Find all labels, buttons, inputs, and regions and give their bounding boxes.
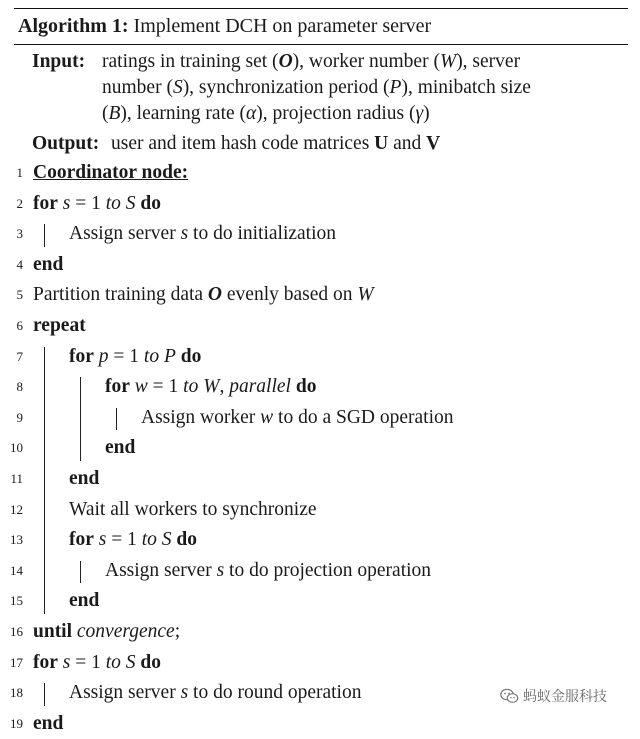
text-run: to [105,192,121,214]
line-number: 2 [16,195,23,211]
text-run: ), learning rate ( [120,103,247,124]
text-run: p [98,345,109,367]
code-line-10 [105,433,135,463]
text-run: = 1 [147,376,184,398]
text-run: for [105,376,130,398]
code-line-5 [33,280,374,310]
text-run: B [108,103,121,124]
text-run: to do round operation [188,682,362,704]
code-line-3 [69,219,336,249]
code-line-17 [33,648,161,678]
line-number: 4 [16,256,23,272]
algorithm-name: Implement DCH on parameter server [133,15,432,37]
text-run: do [180,345,202,367]
input-line-3 [102,101,430,127]
block-indent-line [80,561,81,584]
text-run: ), worker number ( [292,51,440,72]
line-number: 13 [10,532,23,548]
text-run: S [125,651,136,673]
text-run: s [98,529,107,551]
watermark [500,686,607,708]
wechat-icon [500,688,519,708]
line-number: 6 [16,318,23,333]
text-run: do [295,376,317,398]
code-line-14 [105,556,431,586]
text-run: S [161,529,172,551]
text-run: Assign worker [141,406,261,428]
text-run: S [172,77,183,98]
text-run: P [163,345,176,367]
text-run: = 1 [106,529,142,551]
text-run: to do projection operation [224,559,432,581]
text-run: do [176,529,198,551]
line-number: 5 [16,287,23,303]
text-run: = 1 [108,345,144,367]
text-run: w [134,376,148,398]
top-rule [14,8,628,9]
line-number: 7 [16,348,23,364]
text-run: Assign server [105,559,217,581]
code-line-1 [33,158,188,188]
line-number: 10 [10,440,23,456]
text-run: ), server [456,51,521,72]
text-run: Coordinator node: [33,162,189,183]
text-run: W [203,376,220,398]
line-number: 15 [10,593,23,609]
code-line-9 [141,403,454,433]
code-line-12 [69,495,317,525]
input-line-2 [102,75,531,101]
code-line-18 [69,678,361,708]
text-run: end [105,437,136,459]
line-number: 3 [16,226,23,242]
code-line-7 [69,342,201,372]
text-run: for [33,192,58,214]
line-number: 8 [16,379,23,395]
input-line-1 [102,49,520,75]
text-run: Partition training data [33,284,208,306]
output-text [111,130,440,158]
line-number: 19 [10,715,23,731]
text-run: for [33,651,58,673]
line-number: 1 [16,165,23,180]
text-run: α [246,103,257,124]
line-number: 9 [16,409,23,425]
text-run: to [105,651,121,673]
block-indent-line [44,224,45,247]
text-run: Assign server [69,223,181,245]
text-run: end [33,712,64,734]
watermark-text: 蚂蚁金服科技 [523,689,607,705]
text-run: for [69,529,94,551]
code-line-6 [33,311,86,341]
title-rule [14,44,628,45]
text-run: for [69,345,94,367]
line-number: 14 [10,562,23,578]
text-run: ), minibatch size [401,77,531,98]
text-run: to [141,529,157,551]
block-indent-line [116,408,117,431]
text-run: parallel [229,376,291,398]
text-run: = 1 [70,192,106,214]
text-run: convergence [76,621,175,642]
text-run: W [439,51,457,72]
text-run: W [357,284,374,306]
block-indent-line [44,683,45,706]
line-number: 18 [10,685,23,701]
text-run: ), projection radius ( [256,103,416,124]
text-run: do [140,651,162,673]
text-run: U [374,133,389,154]
text-run: S [125,192,136,214]
text-run: end [33,253,64,275]
text-run: evenly based on [222,284,358,306]
text-run: γ [415,103,424,124]
line-number: 11 [10,471,23,486]
code-line-16 [33,617,180,647]
algorithm-title [18,12,431,40]
text-run: , [219,376,230,398]
text-run: s [180,682,189,704]
text-run: to [143,345,160,367]
text-run: w [260,406,274,428]
text-run: to do a SGD operation [273,406,454,428]
text-run: end [69,590,100,612]
line-number: 17 [10,654,23,670]
line-number: 16 [10,624,23,639]
code-line-19 [33,709,63,739]
text-run: O [207,284,223,306]
line-number: 12 [10,501,23,517]
text-run: s [62,651,71,673]
text-run: P [389,77,402,98]
text-run: ; [174,621,181,642]
text-run: until [33,621,73,642]
text-run: O [278,51,293,72]
text-run: do [140,192,162,214]
block-indent-line [44,347,45,614]
code-line-13 [69,525,197,555]
text-run: s [216,559,225,581]
text-run: ), synchronization period ( [182,77,390,98]
text-run: ratings in training set ( [102,51,279,72]
text-run: = 1 [70,651,106,673]
text-run: to do initialization [188,223,337,245]
block-indent-line [80,377,81,461]
text-run: s [180,223,189,245]
text-run: ) [423,103,430,124]
code-line-8 [105,372,316,402]
code-line-4 [33,250,63,280]
code-line-11 [69,464,99,494]
text-run: s [62,192,71,214]
text-run: to [183,376,199,398]
algorithm-label: Algorithm 1: [18,15,129,37]
code-line-15 [69,586,99,616]
text-run: repeat [33,315,86,336]
text-run: ( [102,103,109,124]
text-run: Wait all workers to synchronize [69,498,317,520]
text-run: and [388,133,427,154]
output-label: Output: [32,133,100,154]
text-run: end [69,468,100,489]
input-label: Input: [32,51,86,72]
text-run: number ( [102,77,173,98]
text-run: Assign server [69,682,181,704]
text-run: V [426,133,441,154]
code-line-2 [33,189,161,219]
text-run: user and item hash code matrices [111,133,375,154]
